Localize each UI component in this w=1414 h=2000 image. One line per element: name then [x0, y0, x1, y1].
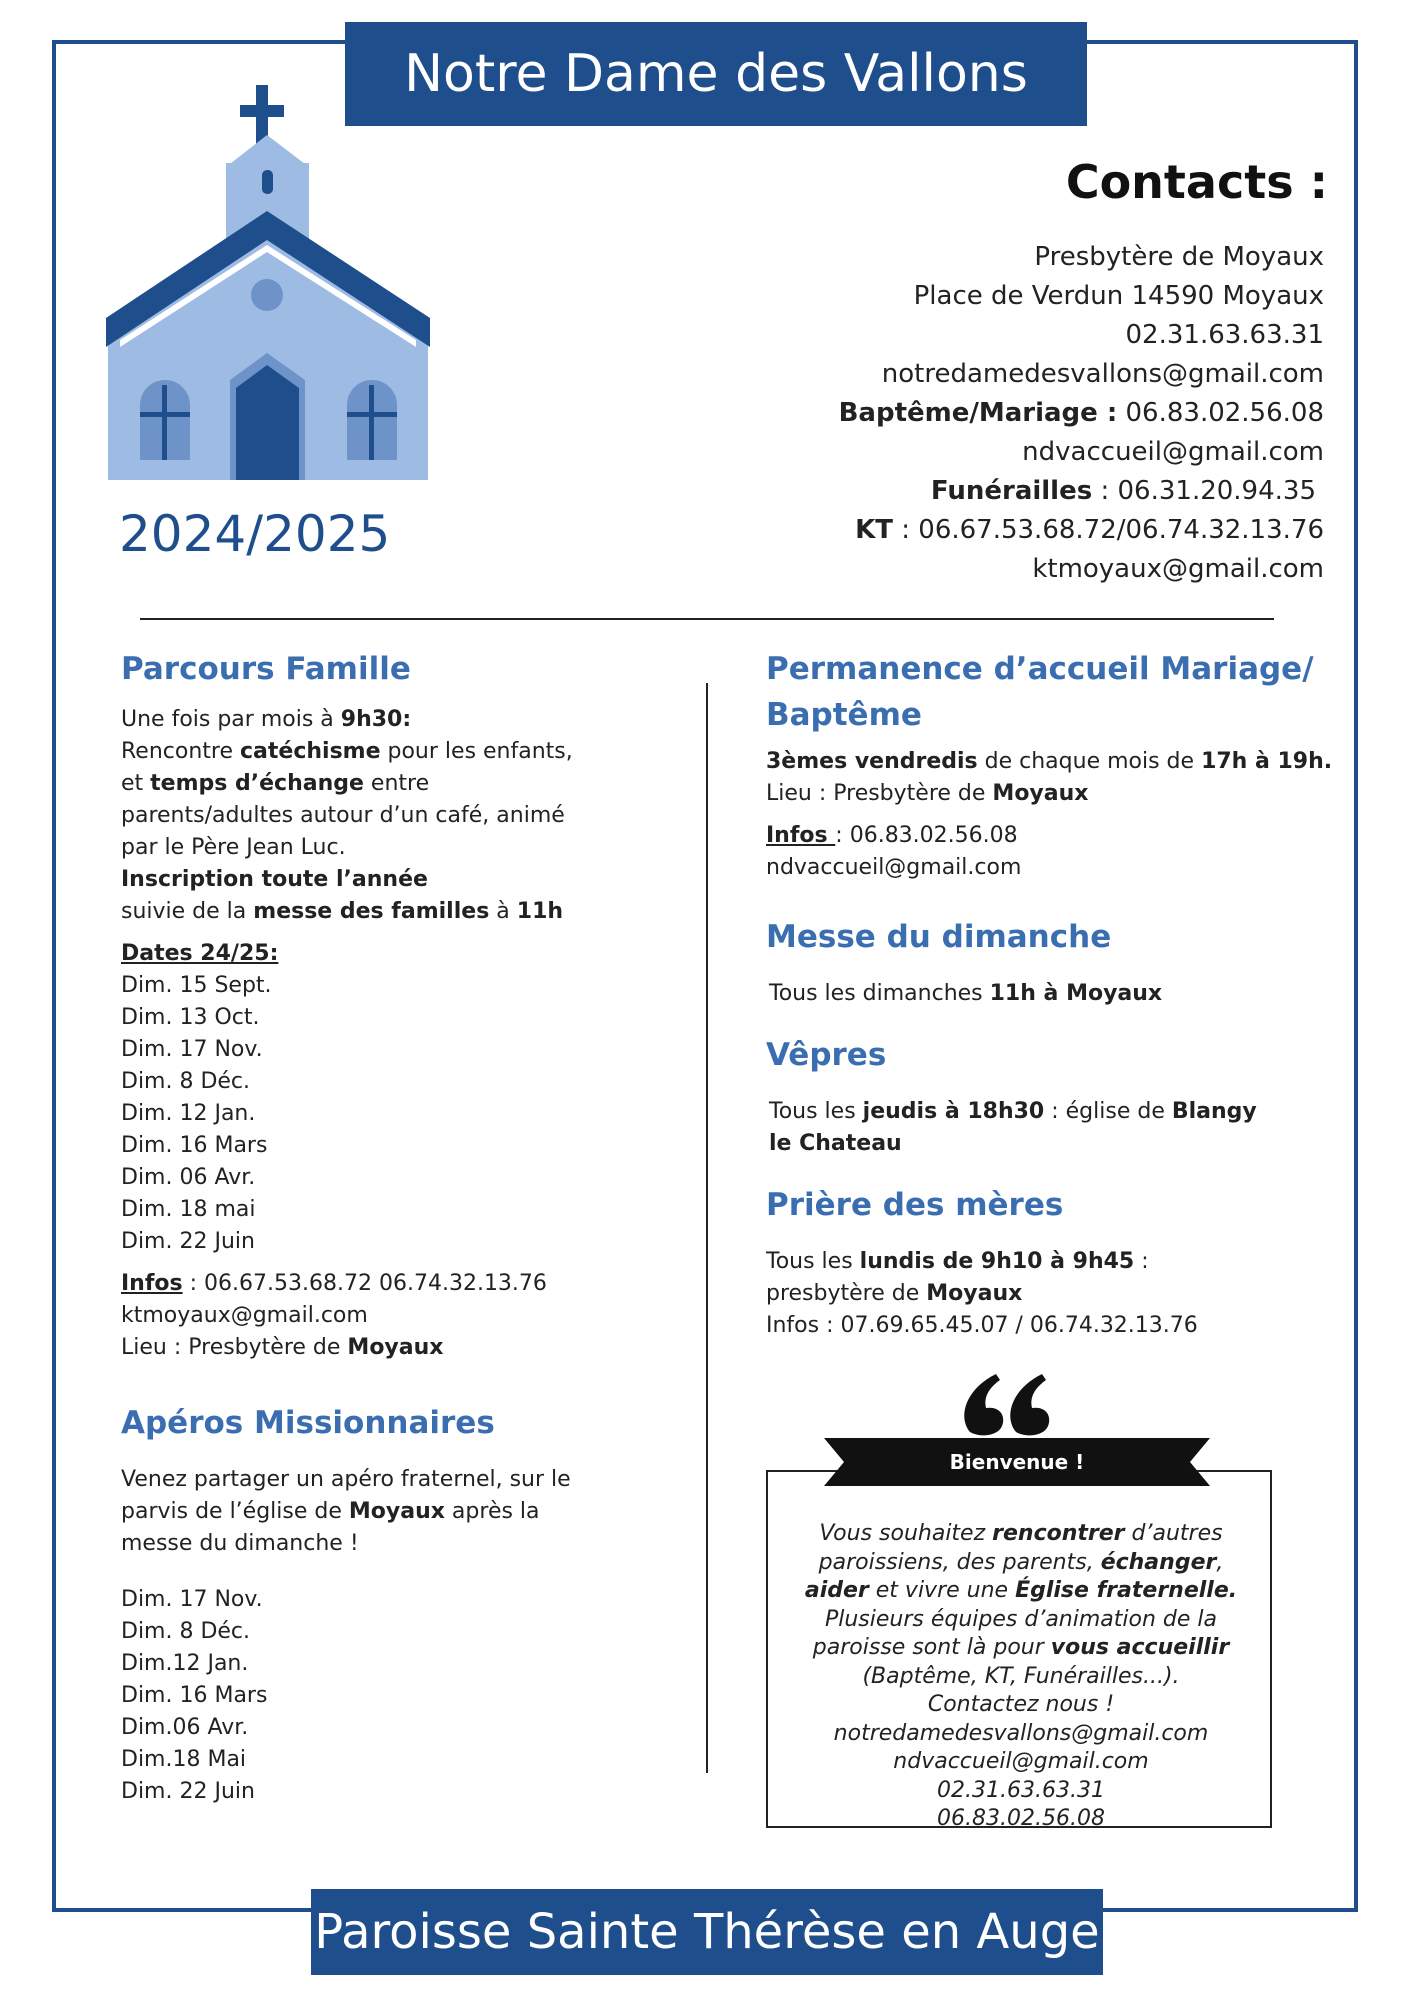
- funerailles-phone: : 06.31.20.94.35: [1092, 476, 1316, 506]
- list-item: Dim.18 Mai: [121, 1747, 247, 1772]
- contact-address1: Presbytère de Moyaux: [1034, 242, 1324, 272]
- contact-email: notredamedesvallons@gmail.com: [881, 359, 1324, 389]
- list-item: Dim. 16 Mars: [121, 1683, 268, 1708]
- quote-icon: [962, 1370, 1056, 1436]
- bapteme-label: Baptême/Mariage :: [838, 398, 1118, 428]
- footer-title: Paroisse Sainte Thérèse en Auge: [311, 1889, 1103, 1975]
- list-item: Dim.06 Avr.: [121, 1715, 249, 1740]
- kt-email: ktmoyaux@gmail.com: [1032, 554, 1324, 584]
- vertical-divider: [706, 683, 708, 1773]
- list-item: Dim. 16 Mars: [121, 1133, 268, 1158]
- permanence-title-2: Baptême: [766, 697, 922, 733]
- contacts-title: Contacts :: [1065, 155, 1328, 209]
- list-item: Dim. 15 Sept.: [121, 973, 272, 998]
- kt-phone: : 06.67.53.68.72/06.74.32.13.76: [892, 515, 1324, 545]
- aperos-dates: [121, 1584, 641, 1808]
- church-icon: [106, 85, 430, 480]
- year-label: 2024/2025: [119, 505, 391, 563]
- contacts-block: [839, 238, 1324, 589]
- messe-title: Messe du dimanche: [766, 919, 1112, 955]
- parcours-dates: [121, 970, 641, 1258]
- right-column: Permanence d’accueil Mariage/ Baptême 3èmes vendredis de chaque mois de 17h à 19h. Lieu : Presbytère de Moyaux Infos : 06.83.02.56.08 ndvaccueil@gmail.com Messe du dimanche Tous les dimanches 11h à Moyaux Vêpres Tous les jeudis à 18h30 : église de Blangy le Chateau Prière des mères Tous les lundis de 9h10 à 9h45 : presbytère de Moyaux Infos : 07.69.65.45.07 / 06.74.32.13.76: [766, 646, 1346, 1342]
- list-item: Dim. 12 Jan.: [121, 1101, 256, 1126]
- dates-label: Dates 24/25:: [121, 941, 279, 966]
- parcours-title: Parcours Famille: [121, 651, 411, 687]
- accueil-email: ndvaccueil@gmail.com: [1022, 437, 1324, 467]
- list-item: Dim. 18 mai: [121, 1197, 256, 1222]
- list-item: Dim. 22 Juin: [121, 1229, 255, 1254]
- kt-label: KT: [855, 515, 893, 545]
- bienvenue-banner-label: Bienvenue !: [949, 1450, 1085, 1474]
- list-item: Dim.12 Jan.: [121, 1651, 249, 1676]
- list-item: Dim. 17 Nov.: [121, 1037, 263, 1062]
- list-item: Dim. 17 Nov.: [121, 1587, 263, 1612]
- list-item: Dim. 13 Oct.: [121, 1005, 260, 1030]
- bienvenue-text: Vous souhaitez rencontrer d’autres paroissiens, des parents, échanger, aider et vivre une Église fraternelle. Plusieurs équipes d’animation de la paroisse sont là pour vous accueillir (Baptême, KT, Funérailles...). Contactez nous ! notredamedesvallons@gmail.com ndvaccueil@gmail.com 02.31.63.63.31 06.83.02.56.08: [804, 1521, 1238, 1831]
- list-item: Dim. 8 Déc.: [121, 1619, 251, 1644]
- funerailles-label: Funérailles: [930, 476, 1093, 506]
- permanence-title-1: Permanence d’accueil Mariage/: [766, 651, 1314, 687]
- contact-phone: 02.31.63.63.31: [1125, 320, 1324, 350]
- vepres-title: Vêpres: [766, 1037, 887, 1073]
- page-title: Notre Dame des Vallons: [345, 22, 1087, 126]
- bapteme-phone: 06.83.02.56.08: [1117, 398, 1324, 428]
- list-item: Dim. 8 Déc.: [121, 1069, 251, 1094]
- list-item: Dim. 22 Juin: [121, 1779, 255, 1804]
- aperos-title: Apéros Missionnaires: [121, 1405, 495, 1441]
- horizontal-divider: [140, 618, 1274, 620]
- priere-title: Prière des mères: [766, 1187, 1064, 1223]
- list-item: Dim. 06 Avr.: [121, 1165, 256, 1190]
- bienvenue-box: [766, 1470, 1272, 1831]
- left-column: Parcours Famille Une fois par mois à 9h30: Rencontre catéchisme pour les enfants, et temps d’échange entre parents/adultes autour d’un café, animé par le Père Jean Luc. Inscription toute l’année suivie de la messe des familles à 11h Dates 24/25: Dim. 15 Sept. Dim. 13 Oct. Dim. 17 Nov. Dim. 8 Déc. Dim. 12 Jan. Dim. 16 Mars Dim. 06 Avr. Dim. 18 mai Dim. 22 Juin Infos : 06.67.53.68.72 06.74.32.13.76 ktmoyaux@gmail.com Lieu : Presbytère de Moyaux Apéros Missionnaires Venez partager un apéro fraternel, sur le parvis de l’église de Moyaux après la messe du dimanche ! Dim. 17 Nov. Dim. 8 Déc. Dim.12 Jan. Dim. 16 Mars Dim.06 Avr. Dim.18 Mai Dim. 22 Juin: [121, 646, 641, 1808]
- contact-address2: Place de Verdun 14590 Moyaux: [913, 281, 1324, 311]
